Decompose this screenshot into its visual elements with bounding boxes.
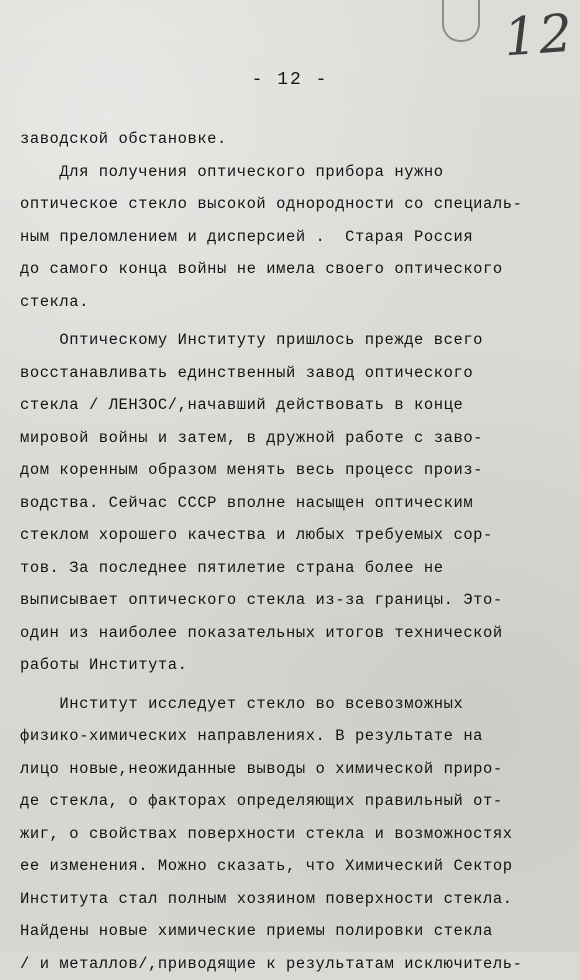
text-line: жиг, о свойствах поверхности стекла и возможностях <box>20 818 560 851</box>
text-line: восстанавливать единственный завод оптического <box>20 357 560 390</box>
text-line: до самого конца войны не имела своего оптического <box>20 253 560 286</box>
text-line: ее изменения. Можно сказать, что Химический Сектор <box>20 850 560 883</box>
text-line: водства. Сейчас СССР вполне насыщен оптическим <box>20 487 560 520</box>
text-line: тов. За последнее пятилетие страна более не <box>20 552 560 585</box>
text-line: Оптическому Институту пришлось прежде всего <box>20 324 560 357</box>
text-line: заводской обстановке. <box>20 123 560 156</box>
text-line: стекла / ЛЕНЗОС/,начавший действовать в конце <box>20 389 560 422</box>
text-line: Институт исследует стекло во всевозможных <box>20 688 560 721</box>
text-line: Института стал полным хозяином поверхности стекла. <box>20 883 560 916</box>
pencil-mark <box>442 0 480 42</box>
text-line: Для получения оптического прибора нужно <box>20 156 560 189</box>
text-line: лицо новые,неожиданные выводы о химической приро- <box>20 753 560 786</box>
text-line: выписывает оптического стекла из-за границы. Это- <box>20 584 560 617</box>
text-line: дом коренным образом менять весь процесс произ- <box>20 454 560 487</box>
text-line: один из наиболее показательных итогов технической <box>20 617 560 650</box>
text-line: физико-химических направлениях. В результате на <box>20 720 560 753</box>
text-line: стеклом хорошего качества и любых требуемых сор- <box>20 519 560 552</box>
handwritten-page-number: 12 <box>502 4 576 69</box>
text-line: стекла. <box>20 286 560 319</box>
text-line: Найдены новые химические приемы полировки стекла <box>20 915 560 948</box>
text-line: работы Института. <box>20 649 560 682</box>
text-line: / и металлов/,приводящие к результатам исключитель- <box>20 948 560 980</box>
page-number: - 12 - <box>0 70 580 90</box>
text-line: ным преломлением и дисперсией . Старая Россия <box>20 221 560 254</box>
text-line: оптическое стекло высокой однородности со специаль- <box>20 188 560 221</box>
text-line: де стекла, о факторах определяющих правильный от- <box>20 785 560 818</box>
text-line: мировой войны и затем, в дружной работе с заво- <box>20 422 560 455</box>
body-text <box>20 123 560 980</box>
